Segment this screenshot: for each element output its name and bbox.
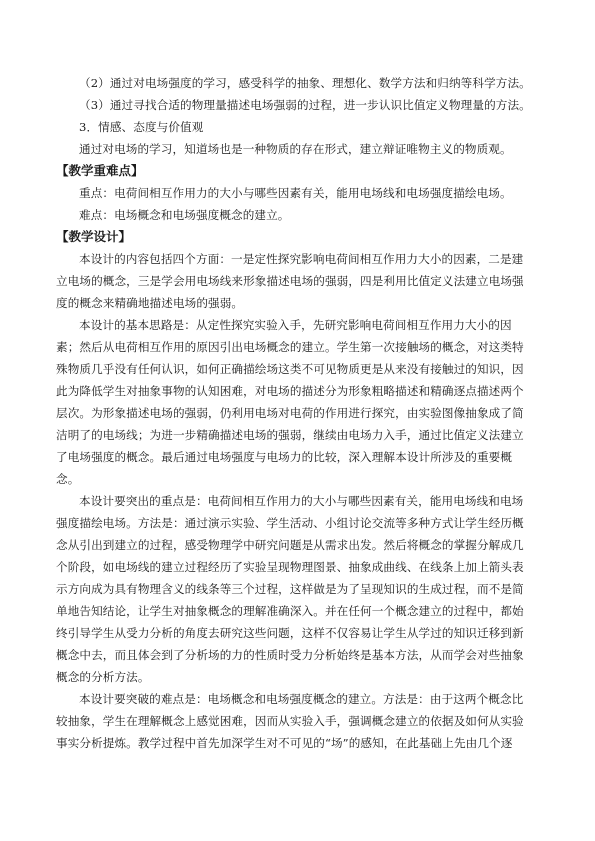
objective-item-2: （2）通过对电场强度的学习，感受科学的抽象、理想化、数学方法和归纳等科学方法。: [79, 76, 531, 90]
paragraph-line: 示方向成为具有物理含义的线条等三个过程，这样做是为了呈现知识的生成过程，而不是简: [56, 582, 524, 596]
paragraph-line: 本设计的基本思路是：从定性探究实验入手，先研究影响电荷间相互作用力大小的因: [79, 318, 512, 332]
paragraph-line: 概念中去，而且体会到了分析场的力的性质时受力分析始终是基本方法，从而学会对些抽象: [56, 648, 524, 662]
design-paragraph-3: [56, 490, 538, 688]
paragraph-line: 较抽象，学生在理解概念上感觉困难，因而从实验入手，强调概念建立的依据及如何从实验: [56, 714, 524, 728]
paragraph-line: 本设计的内容包括四个方面：一是定性探究影响电荷间相互作用力大小的因素，二是建: [79, 252, 524, 266]
section-3-title: 3．情感、态度与价值观: [79, 120, 204, 134]
design-paragraph-2: [56, 314, 538, 490]
paragraph-line: 终引导学生从受力分析的角度去研究这些问题，这样不仅容易让学生从学过的知识迁移到新: [56, 626, 524, 640]
design-heading: 【教学设计】: [56, 229, 132, 244]
paragraph-line: 本设计要突出的重点是：电荷间相互作用力的大小与哪些因素有关，能用电场线和电场: [79, 494, 524, 508]
key-point-difficulty: 难点：电场概念和电场强度概念的建立。: [79, 208, 290, 222]
paragraph-line: 度的概念来精确地描述电场的强弱。: [56, 296, 244, 310]
key-point-emphasis: 重点：电荷间相互作用力的大小与哪些因素有关，能用电场线和电场强度描绘电场。: [79, 186, 512, 200]
paragraph-line: 个阶段，如电场线的建立过程经历了实验呈现物理图景、抽象成曲线、在线条上加上箭头表: [56, 560, 524, 574]
paragraph-line: 念。: [56, 472, 80, 486]
paragraph-line: 素；然后从电荷相互作用的原因引出电场概念的建立。学生第一次接触场的概念，对这类特: [56, 340, 524, 354]
paragraph-line: 单地告知结论，让学生对抽象概念的理解准确深入。并在任何一个概念建立的过程中，都始: [56, 604, 524, 618]
paragraph-line: 洁明了的电场线；为进一步精确描述电场的强弱，继续由电场力入手，通过比值定义法建立: [56, 428, 524, 442]
objective-item-3: （3）通过寻找合适的物理量描述电场强弱的过程，进一步认识比值定义物理量的方法。: [79, 98, 531, 112]
document-page: [56, 72, 538, 754]
design-paragraph-4: [56, 688, 538, 754]
section-3-text: 通过对电场的学习，知道场也是一种物质的存在形式，建立辩证唯物主义的物质观。: [79, 142, 512, 156]
key-points-heading: 【教学重难点】: [56, 163, 144, 178]
paragraph-line: 事实分析提炼。教学过程中首先加深学生对不可见的“场”的感知，在此基础上先由几个逐: [56, 736, 513, 750]
paragraph-line: 念从引出到建立的过程，感受物理学中研究问题是从需求出发。然后将概念的掌握分解成几: [56, 538, 524, 552]
paragraph-line: 层次。为形象描述电场的强弱，仍利用电场对电荷的作用进行探究，由实验图像抽象成了简: [56, 406, 524, 420]
paragraph-line: 此为降低学生对抽象事物的认知困难，对电场的描述分为形象粗略描述和精确逐点描述两个: [56, 384, 524, 398]
paragraph-line: 概念的分析方法。: [56, 670, 150, 684]
paragraph-line: 强度描绘电场。方法是：通过演示实验、学生活动、小组讨论交流等多种方式让学生经历概: [56, 516, 524, 530]
paragraph-line: 殊物质几乎没有任何认识，如何正确描绘场这类不可见物质更是从来没有接触过的知识，因: [56, 362, 524, 376]
paragraph-line: 立电场的概念，三是学会用电场线来形象描述电场的强弱，四是利用比值定义法建立电场强: [56, 274, 524, 288]
design-paragraph-1: [56, 248, 538, 314]
paragraph-line: 本设计要突破的难点是：电场概念和电场强度概念的建立。方法是：由于这两个概念比: [79, 692, 524, 706]
paragraph-line: 了电场强度的概念。最后通过电场强度与电场力的比较，深入理解本设计所涉及的重要概: [56, 450, 513, 464]
